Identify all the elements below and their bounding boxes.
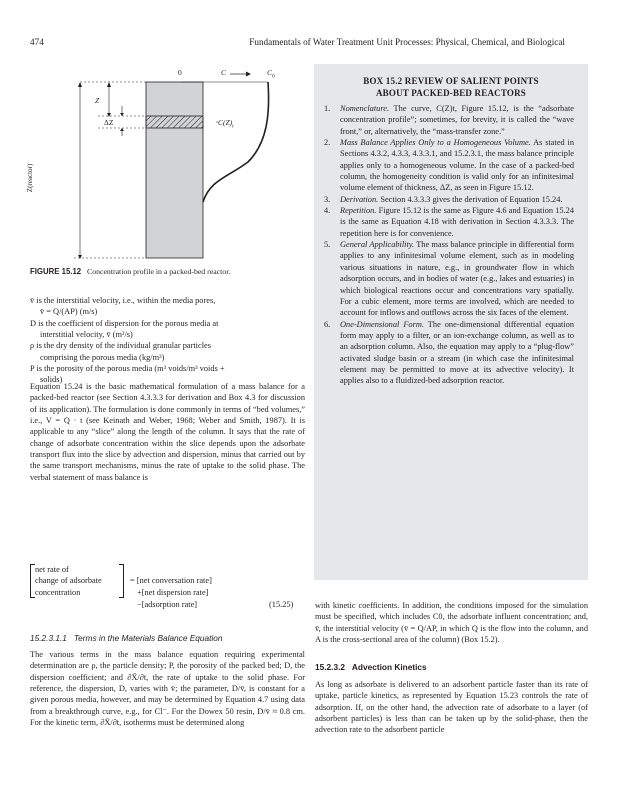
- zreactor-label: Z(reactor): [26, 163, 34, 193]
- paragraph-terms: The various terms in the mass balance equation requiring experimental determination are ρ, the particle density; P, the porosity of the packed bed; D, the dispersion coefficient; and ∂X̄/∂t, the rate of uptake to the solid phase. For reference, the dispersion, D, varies with v̄; the parameter, D/v̄, is constant for a given porous media, however, and may be determined by Equation 4.7 using data from a breakthrough curve, e.g., for Cl⁻. For the Dowex 50 resin, D/v̄ ≈ 0.8 cm. For the kinetic term, ∂X̄/∂t, isotherms must be determined along: [30, 650, 305, 728]
- paragraph-advection: As long as adsorbate is delivered to an adsorbent particle faster than its rate of uptake, particle kinetics, as represented by Equation 15.23 controls the rate of adsorption. If, on the other hand, the advection rate of adsorbate to a layer (of adsorbent particles) is less than can be taken up by the solid-phase, then the advection rate to the adsorbent particle: [315, 680, 588, 735]
- paragraph-kinetic-coefficients: with kinetic coefficients. In addition, the conditions imposed for the simulation must be specified, which includes C0, the adsorbate influent concentration; and, v̄, the interstitial velocity (v̄ = Q/AP, in which Q is the flow into the column, and A is the cross-sectional area of the column) (Box 15.2).: [315, 601, 588, 645]
- box-item: 5. General Applicability. The mass balance principle in differential form applies to any infinitesimal volume element, such as in modeling various situations in nature, e.g., in groundwater flow in which adsorption occurs, and in bodies of water (e.g., lakes and estuaries) in which biological reactions occur and concentrations vary spatially. For a cubic element, more terms are involved, which are needed to account for inflows and outflows across the six faces of the element.: [324, 240, 574, 318]
- box-item: 3. Derivation. Section 4.3.3.3 gives the derivation of Equation 15.24.: [324, 194, 563, 204]
- delta-z-label: ΔZ: [104, 118, 114, 127]
- slice-delta-z: [146, 116, 203, 128]
- def-item: P is the porosity of the porous media (m³ voids/m³ voids + solids): [30, 364, 225, 385]
- equation-bracket: net rate of change of adsorbate concentration: [30, 564, 124, 598]
- box-list: [314, 99, 588, 387]
- page-number: 474: [30, 37, 44, 47]
- box-item: 2. Mass Balance Applies Only to a Homogeneous Volume. As stated in Sections 4.3.2, 4.3.3, 4.3.3.1, and 15.2.3.1, the mass balance principle applies only to a homogeneous volume. In the case of a packed-bed column, the homogeneity condition is valid only for an infinitesimal volume element of thickness, ΔZ, as seen in Figure 15.12.: [324, 138, 574, 193]
- box-item: 1. Nomenclature. The curve, C(Z)t, Figure 15.12, is the “adsorbate concentration profile”; sometimes, for brevity, it is called the “wave front,” or, alternatively, the “mass-transfer zone.”: [324, 104, 574, 136]
- running-title: Fundamentals of Water Treatment Unit Processes: Physical, Chemical, and Biological: [249, 37, 565, 47]
- def-item: v̄ is the interstitial velocity, i.e., within the media pores, v̄ = Q/(AP) (m/s): [30, 296, 216, 317]
- concentration-profile-diagram: [18, 62, 308, 262]
- box-item: 4. Repetition. Figure 15.12 is the same as Figure 4.6 and Equation 15.24 is the same as Equation 4.18 with derivation in Section 4.3.3.3. The repetition here is for convenience.: [324, 206, 574, 238]
- box-15-2: BOX 15.2 REVIEW OF SALIENT POINTS ABOUT PACKED-BED REACTORS 1. Nomenclature. The curve, C(Z)t, Figure 15.12, is the “adsorbate concentration profile”; sometimes, for brevity, it is called the “wave front,” or, alternatively, the “mass-transfer zone.” 2. Mass Balance Applies Only to a Homogeneous Volume. As stated in Sections 4.3.2, 4.3.3, 4.3.3.1, and 15.2.3.1, the mass balance principle applies only to a homogeneous volume. In the case of a packed-bed column, the homogeneity condition is valid only for an infinitesimal volume element of thickness, ΔZ, as seen in Figure 15.12. 3. Derivation. Section 4.3.3.3 gives the derivation of Equation 15.24. 4. Repetition. Figure 15.12 is the same as Figure 4.6 and Equation 15.24 is the same as Equation 4.18 with derivation in Section 4.3.3.3. The repetition here is for convenience. 5. General Applicability. The mass balance principle in differential form applies to any infinitesimal volume element, such as in modeling various situations in nature, e.g., in groundwater flow in which adsorption occurs, and in bodies of water (e.g., lakes and estuaries) in which biological reactions occur and concentrations vary spatially. For a cubic element, more terms are involved, which are needed to account for inflows and outflows across the six faces of the element. 6. One-Dimensional Form. The one-dimensional differential equation form may apply to a filter, or an ion-exchange column, as well as to an adsorption column. Also, the equation may apply to a “plug-flow” activated sludge basin or a stream (in which case the infinitesimal element may be permitted to move at its advective velocity). It applies also to a fluidized-bed adsorption reactor.: [314, 64, 588, 580]
- section-heading-advection: 15.2.3.2 Advection Kinetics: [315, 662, 427, 672]
- variable-definitions: [30, 295, 305, 386]
- cz-label: $C(Z)_t$: [218, 118, 234, 130]
- paragraph-mass-balance: Equation 15.24 is the basic mathematical formulation of a mass balance for a packed-bed reactor (see Section 4.3.3.3 for derivation and Box 4.3 for discussion of its application). The formulation is done commonly in terms of “bed volumes,” i.e., V = Q · t (see Keinath and Weber, 1968; Weber and Smith, 1987). It is applicable to any “slice” along the length of the column. It says that the rate of change of adsorbate concentration within the slice depends upon the adsorbate transport flux into the slice by advection and dispersion, minus that carried out by the same transport mechanisms, minus the rate of uptake to the solid phase. The verbal statement of mass balance is: [30, 382, 305, 482]
- equation-number: (15.25): [269, 600, 294, 609]
- subsection-heading: 15.2.3.1.1 Terms in the Materials Balance Equation: [30, 633, 223, 643]
- figure-caption: FIGURE 15.12 Concentration profile in a packed-bed reactor.: [30, 267, 231, 276]
- def-item: ρ is the dry density of the individual granular particles comprising the porous media (kg/m³): [30, 341, 211, 362]
- equation-15-25: net rate of change of adsorbate concentration = [net conversation rate] +[net dispersion rate] −[adsorption rate] (15.25): [30, 564, 306, 612]
- box-item: 6. One-Dimensional Form. The one-dimensional differential equation form may apply to a filter, or an ion-exchange column, as well as to an adsorption column. Also, the equation may apply to a “plug-flow” activated sludge basin or a stream (in which case the infinitesimal element may be permitted to move at its advective velocity). It applies also to a fluidized-bed adsorption reactor.: [324, 319, 574, 386]
- axis-c0-label: $C_0$: [267, 68, 275, 80]
- z-label: Z: [95, 96, 100, 105]
- c-axis-arrowhead: [246, 72, 251, 77]
- axis-zero-label: 0: [178, 68, 182, 77]
- concentration-curve: [203, 82, 269, 202]
- packed-bed-column: [146, 82, 203, 258]
- axis-c-label: C: [221, 68, 227, 77]
- def-item: D is the coefficient of dispersion for the porous media at interstitial velocity, v̄ (m²/s): [30, 318, 219, 340]
- figure-15-12: [18, 62, 308, 262]
